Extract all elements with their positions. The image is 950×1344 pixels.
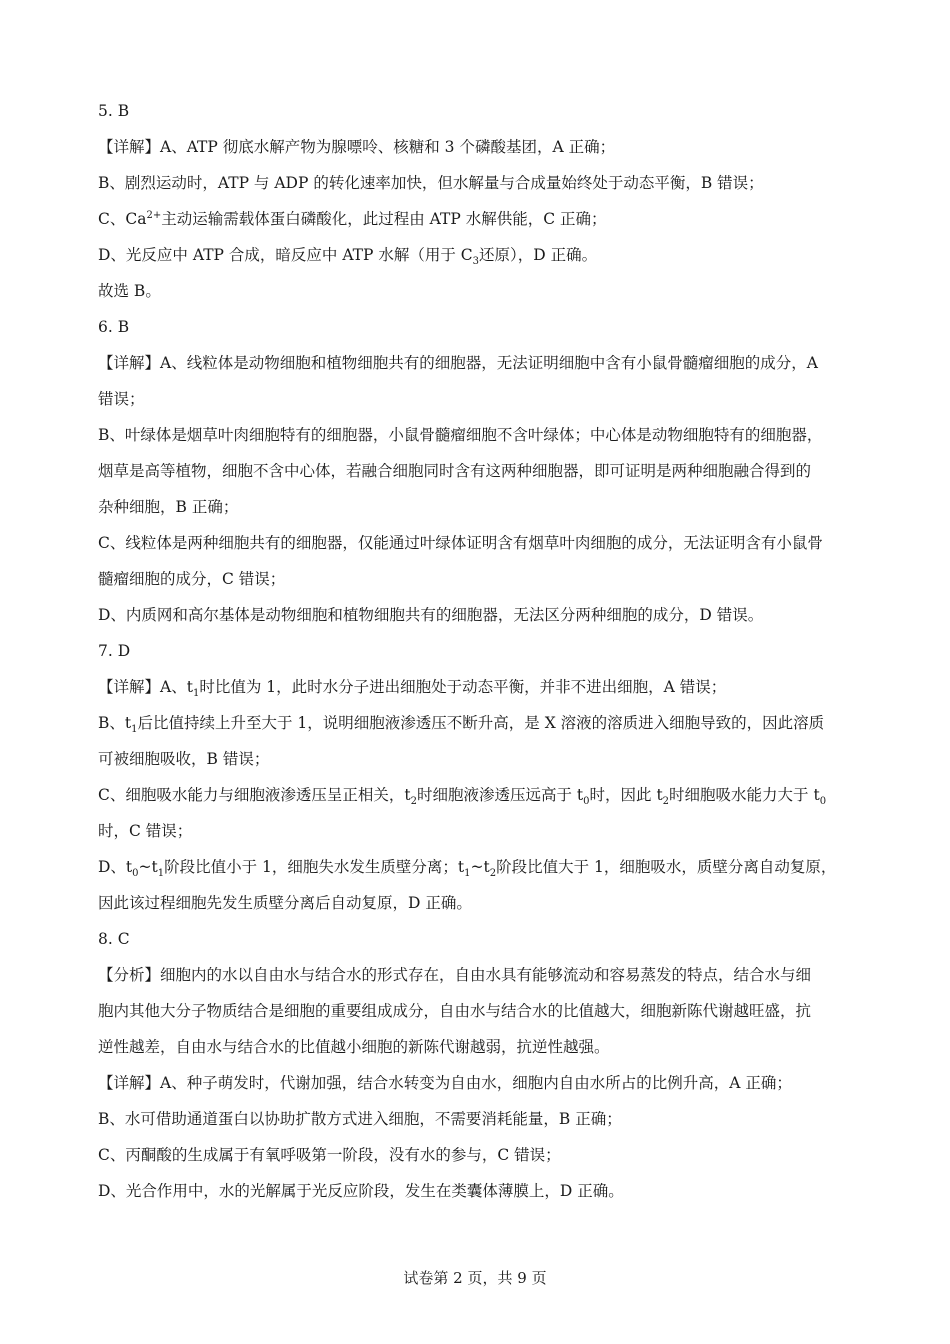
q8-answer: 8. C: [98, 930, 130, 948]
q6-detail-c1: C、线粒体是两种细胞共有的细胞器，仅能通过叶绿体证明含有烟草叶肉细胞的成分，无法证明含有小鼠骨: [98, 534, 823, 552]
q5-conclusion: 故选 B。: [98, 282, 161, 300]
q7-answer: 7. D: [98, 642, 131, 660]
q5-detail-a: 【详解】A、ATP 彻底水解产物为腺嘌呤、核糖和 3 个磷酸基团，A 正确；: [98, 138, 616, 156]
q8-detail-b: B、水可借助通道蛋白以协助扩散方式进入细胞，不需要消耗能量，B 正确；: [98, 1110, 622, 1128]
q6-detail-d: D、内质网和高尔基体是动物细胞和植物细胞共有的细胞器，无法区分两种细胞的成分，D 错误。: [98, 606, 764, 624]
q5-detail-c: C、$Ca^{2+}$主动运输需载体蛋白磷酸化，此过程由 ATP 水解供能，C 正确；: [98, 209, 607, 228]
q6-detail-a2: 错误；: [98, 390, 145, 408]
q8-detail-a: 【详解】A、种子萌发时，代谢加强，结合水转变为自由水，细胞内自由水所占的比例升高，A 正确；: [98, 1074, 792, 1092]
q7-detail-c2: 时，C 错误；: [98, 822, 193, 840]
q7-detail-a: 【详解】A、$t_1$时比值为 1，此时水分子进出细胞处于动态平衡，并非不进出细胞，A 错误；: [98, 678, 727, 697]
q8-analysis-3: 逆性越差，自由水与结合水的比值越小细胞的新陈代谢越弱，抗逆性越强。: [98, 1038, 610, 1056]
q5-detail-b: B、剧烈运动时，ATP 与 ADP 的转化速率加快，但水解量与合成量始终处于动态平衡，B 错误；: [98, 174, 764, 192]
q7-detail-b1: B、$t_1$后比值持续上升至大于 1，说明细胞液渗透压不断升高，是 X 溶液的溶质进入细胞导致的，因此溶质: [98, 714, 825, 733]
q6-detail-b3: 杂种细胞，B 正确；: [98, 498, 239, 516]
q5-answer: 5. B: [98, 102, 130, 120]
q6-detail-c2: 髓瘤细胞的成分，C 错误；: [98, 570, 286, 588]
q7-detail-b2: 可被细胞吸收，B 错误；: [98, 750, 270, 768]
q7-detail-c1: C、细胞吸水能力与细胞液渗透压呈正相关，$t_2$时细胞液渗透压远高于 $t_0$时，因此 $t_2$时细胞吸水能力大于 $t_0$: [98, 786, 827, 805]
q8-detail-c: C、丙酮酸的生成属于有氧呼吸第一阶段，没有水的参与，C 错误；: [98, 1146, 561, 1164]
q6-answer: 6. B: [98, 318, 130, 336]
q6-detail-b2: 烟草是高等植物，细胞不含中心体，若融合细胞同时含有这两种细胞器，即可证明是两种细胞融合得到的: [98, 462, 812, 480]
q6-detail-b1: B、叶绿体是烟草叶肉细胞特有的细胞器，小鼠骨髓瘤细胞不含叶绿体；中心体是动物细胞特有的细胞器，: [98, 426, 823, 444]
q8-detail-d: D、光合作用中，水的光解属于光反应阶段，发生在类囊体薄膜上，D 正确。: [98, 1182, 624, 1200]
q8-analysis-1: 【分析】细胞内的水以自由水与结合水的形式存在，自由水具有能够流动和容易蒸发的特点，结合水与细: [98, 966, 812, 984]
q8-analysis-2: 胞内其他大分子物质结合是细胞的重要组成成分，自由水与结合水的比值越大，细胞新陈代谢越旺盛，抗: [98, 1002, 812, 1020]
q6-detail-a1: 【详解】A、线粒体是动物细胞和植物细胞共有的细胞器，无法证明细胞中含有小鼠骨髓瘤细胞的成分，A: [98, 354, 818, 372]
q7-detail-d1: D、$t_0\sim t_1$阶段比值小于 1，细胞失水发生质壁分离；$t_1\sim t_2$阶段比值大于 1，细胞吸水，质壁分离自动复原，: [98, 858, 837, 877]
q5-detail-d: D、光反应中 ATP 合成，暗反应中 ATP 水解（用于 $C_3$还原），D 正确。: [98, 246, 598, 265]
page-footer: 试卷第 2 页，共 9 页: [403, 1269, 547, 1287]
q7-detail-d2: 因此该过程细胞先发生质壁分离后自动复原，D 正确。: [98, 894, 472, 912]
